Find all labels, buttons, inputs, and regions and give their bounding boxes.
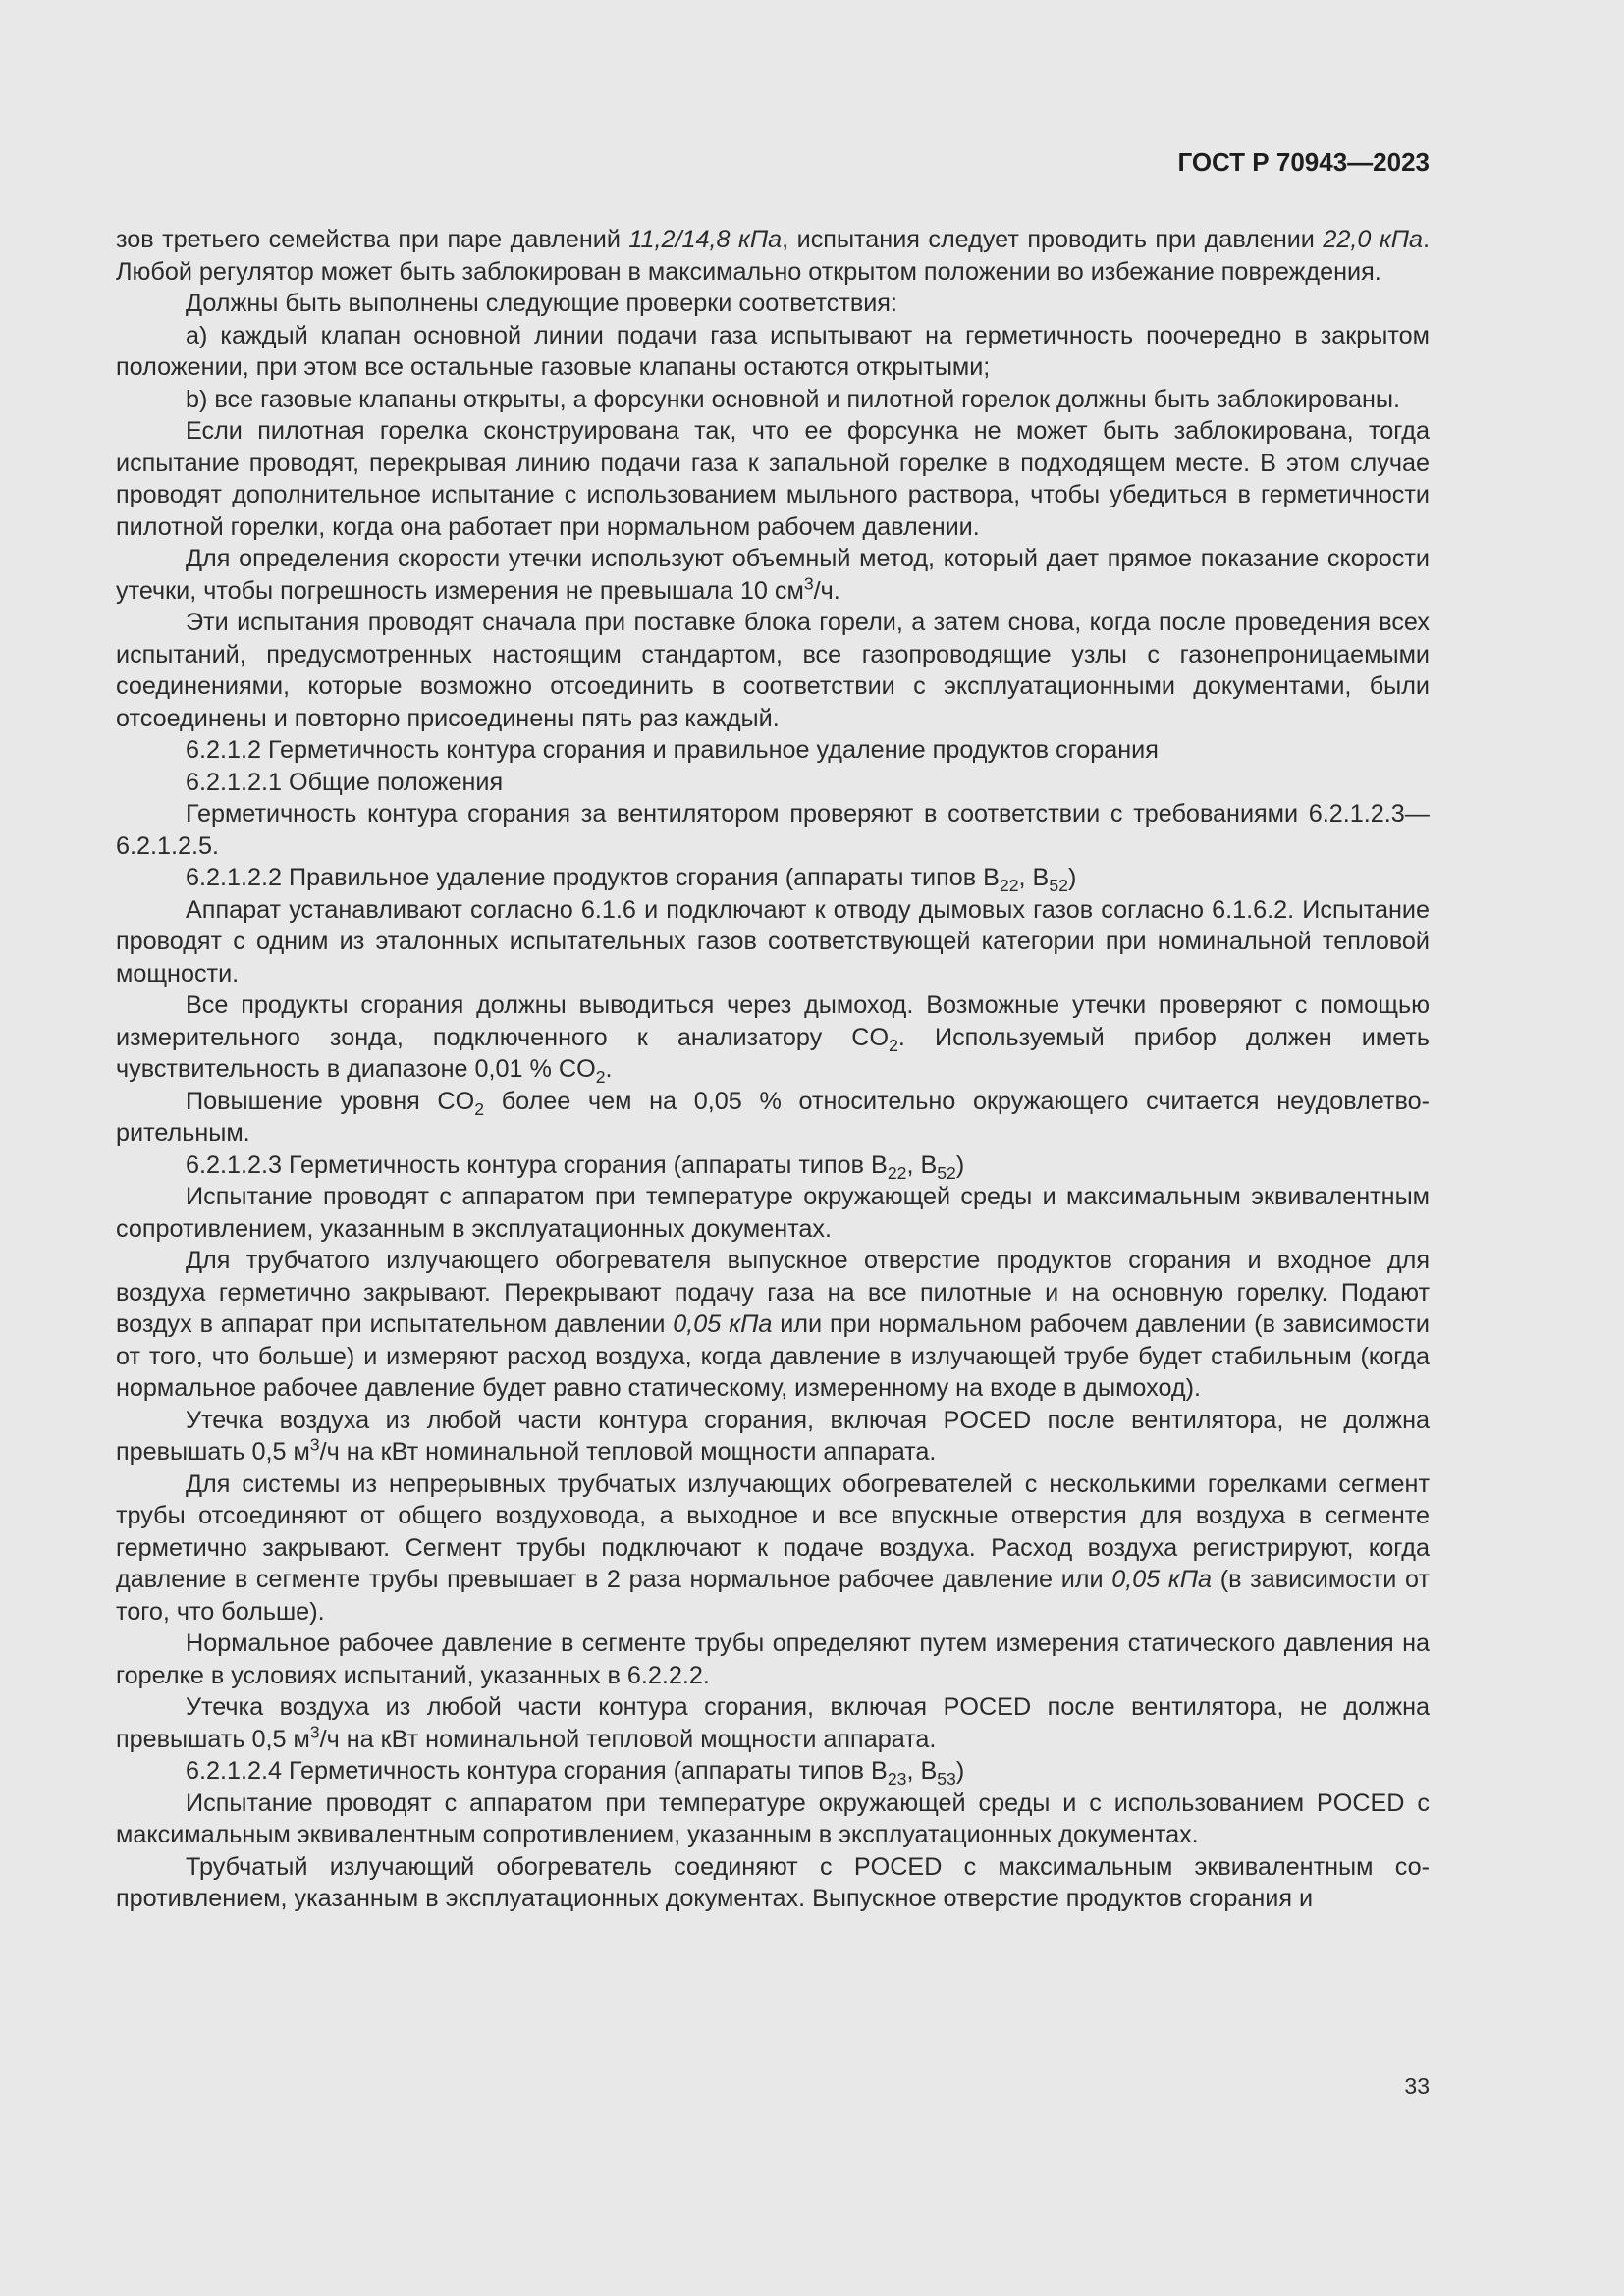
document-body [116,224,1430,1915]
list-item: а) каждый клапан основной линии подачи газа испытывают на герметичность поочередно в закрытом положении, при этом все остальные газовые клапаны остаются открытыми; [116,321,1430,381]
paragraph: Испытание проводят с аппаратом при температуре окружающей среды и с использованием POCED с максимальным эквивалентным сопротивлением, указанным в эксплуатационных документах. [116,1789,1430,1848]
paragraph: Испытание проводят с аппаратом при температуре окружающей среды и максимальным эквивалентным сопротивлением, указанным в эксплуатационных документах. [116,1183,1430,1243]
paragraph: Утечка воздуха из любой части контура сгорания, включая POCED после вентилятора, не должна превышать 0,5 $м^3/ч$ на кВт номинальной тепловой мощности аппарата. [116,1406,1430,1466]
paragraph: Все продукты сгорания должны выводиться через дымоход. Возможные утечки проверяют с помощью измерительного зонда, подключенного к анализатору $CO_2$. Используемый прибор должен иметь чувствительность в диапазоне 0,01 % $CO_2$. [116,991,1430,1088]
paragraph: Утечка воздуха из любой части контура сгорания, включая POCED после вентилятора, не должна превышать 0,5 $м^3/ч$ на кВт номинальной тепловой мощности аппарата. [116,1693,1430,1753]
paragraph: Должны быть выполнены следующие проверки соответствия: [186,290,897,317]
section-heading: 6.2.1.2.4 Герметичность контура сгорания (аппараты типов $B_{23}$, $B_{53}$) [186,1757,965,1789]
section-heading: 6.2.1.2.3 Герметичность контура сгорания (аппараты типов $B_{22}$, $B_{52}$) [186,1150,965,1183]
paragraph: Повышение уровня $CO_2$ более чем на 0,05 % относительно окружающего считается неудовлетворительным. [116,1087,1430,1147]
paragraph: Для трубчатого излучающего обогревателя выпускное отверстие продуктов сгорания и входное для воздуха герметично закрывают. Перекрывают подачу газа на все пилотные и на основную горелку. Подают воздух в аппарат при испытательном давлении 0,05 кПа или при нормальном рабочем давлении (в зависимости от того, что больше) и измеряют расход воздуха, когда давление в излучающей трубе будет стабильным (когда нормальное рабочее давление будет равно статическому, измеренному на входе в дымоход). [116,1247,1430,1402]
list-item: b) все газовые клапаны открыты, а форсунки основной и пилотной горелок должны быть заблокированы. [186,385,1400,413]
paragraph: Если пилотная горелка сконструирована так, что ее форсунка не может быть заблокирована, тогда испытание проводят, перекрывая линию подачи газа к запальной горелке в подходящем месте. В этом случае проводят дополнительное испытание с использованием мыльного раствора, чтобы убедиться в герметичности пилотной горелки, когда она работает при нормальном рабочем давлении. [116,417,1430,541]
page-number: 33 [1404,2073,1430,2099]
paragraph: Для системы из непрерывных трубчатых излучающих обогревателей с несколькими горелками сегмент трубы отсоединяют от общего воздуховода, а выходное и все впускные отверстия для воздуха в сегменте герметично закрывают. Сегмент трубы подключают к подаче воздуха. Расход воздуха регистрируют, когда давление в сегменте трубы превышает в 2 раза нормальное рабочее давление или 0,05 кПа (в зависимости от того, что больше). [116,1469,1430,1626]
paragraph: Аппарат устанавливают согласно 6.1.6 и подключают к отводу дымовых газов согласно 6.1.6.2. Испытание проводят с одним из эталонных испытательных газов соответствующей категории при номинальной тепловой мощности. [116,895,1430,988]
paragraph: Эти испытания проводят сначала при поставке блока горели, а затем снова, когда после проведения всех испытаний, предусмотренных настоящим стандартом, все газопроводящие узлы с газонепроницаемыми соединениями, которые возможно отсоединить в соответствии с эксплуатационными документами, были отсоединены и повторно присоединены пять раз каждый. [116,609,1430,732]
paragraph: Герметичность контура сгорания за вентилятором проверяют в соответствии с требованиями 6.2.1.2.3—6.2.1.2.5. [116,800,1430,860]
section-heading: 6.2.1.2 Герметичность контура сгорания и правильное удаление продуктов сгорания [186,736,1159,764]
section-heading: 6.2.1.2.2 Правильное удаление продуктов сгорания (аппараты типов $B_{22}$, $B_{52}$) [186,864,1077,896]
document-code: ГОСТ Р 70943—2023 [1177,147,1430,177]
paragraph: Трубчатый излучающий обогреватель соединяют с POCED с максимальным эквивалентным сопротивлением, указанным в эксплуатационных документах. Выпускное отверстие продуктов сгорания и [116,1852,1430,1912]
paragraph: Для определения скорости утечки используют объемный метод, который дает прямое показание скорости утечки, чтобы погрешность измерения не превышала 10 $см^3/ч$. [116,545,1430,605]
paragraph: зов третьего семейства при паре давлений 11,2/14,8 кПа, испытания следует проводить при давлении 22,0 кПа. Любой регулятор может быть заблокирован в максимально открытом положении во избежание повреждения. [116,226,1430,286]
paragraph: Нормальное рабочее давление в сегменте трубы определяют путем измерения статического давления на горелке в условиях испытаний, указанных в 6.2.2.2. [116,1629,1430,1689]
section-heading: 6.2.1.2.1 Общие положения [186,768,504,796]
